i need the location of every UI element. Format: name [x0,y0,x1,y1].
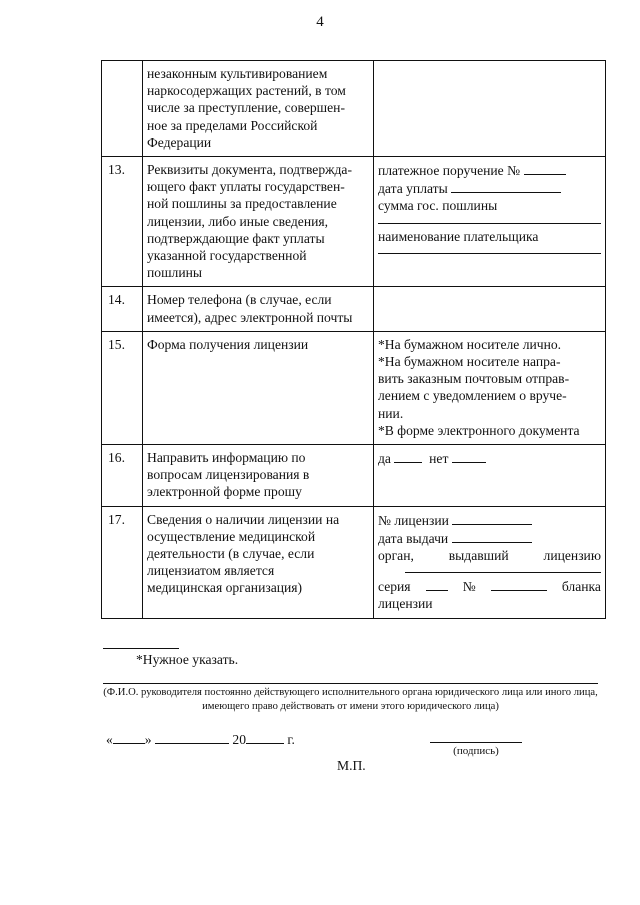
payment-date-field[interactable] [451,179,561,193]
year-field[interactable] [246,730,284,744]
row-description: Направить информацию по вопросам лицензирования в электронной форме прошу [143,445,374,507]
row-description: Реквизиты документа, подтвержда- ющего факт уплаты государствен- ной пошлины за предоставление лицензии, либо иные сведения, подтверждающие факт уплаты указанной государственной пошлины [143,157,374,287]
row-description: Номер телефона (в случае, если имеется), адрес электронной почты [143,287,374,331]
row-description: Сведения о наличии лицензии на осуществление медицинской деятельности (в случае, если лицензиатом является медицинская организация) [143,506,374,618]
row-number: 16. [102,445,143,507]
option-paper-in-person[interactable]: *На бумажном носителе лично. [378,336,562,352]
payer-name-field[interactable] [378,245,601,254]
row-number: 13. [102,157,143,287]
day-field[interactable] [113,730,145,744]
license-form-options: *На бумажном носителе лично. *На бумажном носителе напра- вить заказным почтовым отправ- лением с уведомлением о вруче- нии. *В форме электронного документа [374,331,606,444]
payment-order-label: платежное поручение № [378,163,521,179]
table-row [102,331,606,444]
issuing-authority-field[interactable] [405,564,601,573]
fee-amount-field[interactable] [378,215,601,224]
row-number [102,61,143,157]
payment-order-number-field[interactable] [524,161,566,175]
payment-date-label: дата уплаты [378,181,448,197]
number-sign-label: № [462,579,476,595]
electronic-info-choice [374,445,606,507]
form-number-field[interactable] [491,577,547,591]
contact-field[interactable] [374,287,606,331]
no-label: нет [429,451,449,467]
issue-date-field[interactable] [452,529,532,543]
table-row [102,506,606,618]
stamp-label: М.П. [337,758,366,773]
payer-name-label: наименование плательщика [378,228,539,244]
footnote-divider [103,648,179,649]
month-field[interactable] [155,730,229,744]
table-row [102,157,606,287]
page-number: 4 [316,14,324,30]
payment-details-cell [374,157,606,287]
no-field[interactable] [452,449,486,463]
row-number: 15. [102,331,143,444]
license-number-label: № лицензии [378,512,449,528]
row-description: незаконным культивированием наркосодержащих растений, в том числе за преступление, совершен- ное за пределами Российской Федерации [143,61,374,157]
signatory-caption: (Ф.И.О. руководителя постоянно действующего исполнительного органа юридического лица или иного лица, имеющего право действовать от имени этого юридического лица) [103,687,598,712]
option-electronic[interactable]: *В форме электронного документа [378,422,580,438]
license-number-field[interactable] [452,511,532,525]
license-application-table [101,60,606,619]
issue-date-label: дата выдачи [378,530,449,546]
row-value-field[interactable] [374,61,606,157]
row-number: 14. [102,287,143,331]
series-label: серия [378,579,411,595]
footnote: *Нужное указать. [136,652,239,667]
signatory-name-field[interactable] [103,683,598,684]
signature-caption: (подпись) [453,745,499,757]
row-number: 17. [102,506,143,618]
yes-label: да [378,451,391,467]
row-description: Форма получения лицензии [143,331,374,444]
date-line: « » 20 г. [106,732,295,747]
fee-amount-label: сумма гос. пошлины [378,198,498,214]
table-row [102,445,606,507]
yes-field[interactable] [394,449,422,463]
table-row [102,287,606,331]
series-field[interactable] [426,577,448,591]
existing-license-cell: № лицензии дата выдачи орган, выдавший лицензию серия № бланка лицензии [374,506,606,618]
signature-field[interactable] [430,742,522,743]
table-row [102,61,606,157]
option-paper-by-mail[interactable]: *На бумажном носителе напра- [378,354,561,370]
